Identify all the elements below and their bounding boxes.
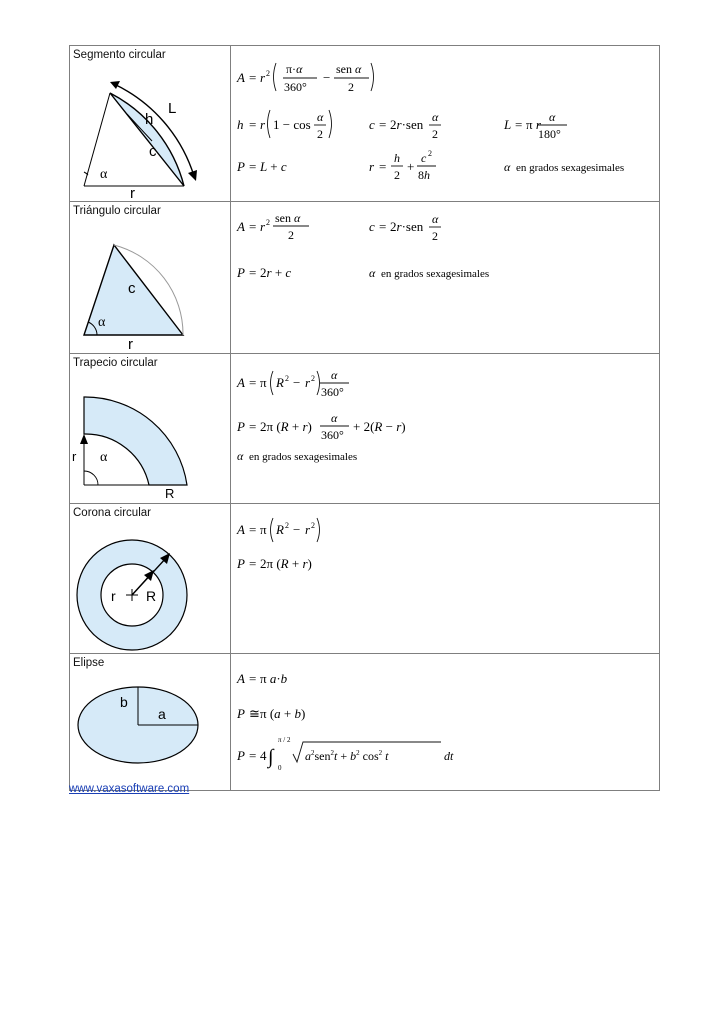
svg-text:P: P	[237, 556, 245, 571]
svg-text:2: 2	[285, 521, 289, 530]
svg-text:=: =	[249, 159, 257, 174]
svg-text:π: π	[260, 522, 267, 537]
svg-text:8h: 8h	[418, 168, 430, 182]
svg-text:360°: 360°	[321, 385, 344, 399]
svg-text:α: α	[432, 110, 439, 124]
label-alpha: α	[100, 450, 108, 465]
svg-text:∫: ∫	[268, 746, 274, 768]
formula-table	[69, 45, 660, 791]
svg-text:=: =	[249, 748, 257, 763]
label-L: L	[168, 100, 177, 117]
svg-text:P: P	[237, 265, 245, 280]
svg-text:+: +	[407, 159, 415, 174]
label-r: r	[72, 449, 77, 464]
svg-text:A: A	[237, 522, 245, 537]
ring-sector-fill	[84, 397, 187, 485]
label-c: c	[128, 280, 136, 297]
svg-text:dt: dt	[444, 749, 454, 763]
figure-cell-elipse	[70, 654, 231, 791]
label-r: r	[128, 336, 133, 351]
svg-text:c: c	[369, 219, 375, 234]
svg-text:α: α	[549, 110, 556, 124]
svg-text:2: 2	[311, 374, 315, 383]
svg-text:180°: 180°	[538, 127, 561, 141]
segment-diagram	[70, 62, 230, 200]
row-trapecio-circular	[70, 354, 660, 504]
svg-text:≅: ≅	[249, 706, 260, 721]
svg-text:=: =	[379, 117, 387, 132]
svg-text:2: 2	[432, 127, 438, 141]
svg-text:π (a + b): π (a + b)	[260, 706, 306, 721]
formula-cell-trapecio	[231, 354, 660, 504]
svg-text:2: 2	[266, 69, 270, 78]
triangle-diagram	[70, 218, 230, 351]
svg-text:r: r	[260, 219, 266, 234]
formulas-elipse	[231, 654, 661, 785]
arrow-head-top	[110, 81, 120, 89]
formulas-corona	[231, 504, 661, 648]
row-corona-circular	[70, 504, 660, 654]
svg-text:α: α	[317, 110, 324, 124]
svg-text:P: P	[237, 748, 245, 763]
svg-text:sen α: sen α	[336, 62, 362, 76]
svg-text:2: 2	[428, 149, 432, 158]
svg-text:α: α	[369, 266, 376, 280]
svg-text:A: A	[237, 671, 245, 686]
svg-text:2r·sen: 2r·sen	[390, 219, 424, 234]
svg-text:r: r	[305, 522, 311, 537]
label-alpha: α	[98, 315, 106, 330]
formulas-segmento	[231, 46, 661, 196]
label-alpha: α	[100, 167, 108, 182]
svg-text:π r: π r	[526, 117, 541, 132]
svg-text:=: =	[249, 419, 257, 434]
svg-text:L: L	[504, 117, 512, 132]
arrow-head-bottom	[188, 170, 197, 181]
section-title-triangulo: Triángulo circular	[73, 205, 161, 217]
svg-text:a2sen2t + b2 cos2 t: $a^2sen^2t + b^2$ $\cos^2 t$	[305, 749, 389, 763]
svg-text:0: 0	[278, 764, 282, 772]
svg-text:π: π	[260, 375, 267, 390]
formula-cell-segmento	[231, 46, 660, 202]
svg-text:2: 2	[288, 228, 294, 242]
svg-text:=: =	[249, 70, 257, 85]
label-b: b	[120, 694, 128, 710]
svg-text:2: 2	[348, 80, 354, 94]
svg-text:π·α: π·α	[286, 62, 303, 76]
section-title-corona: Corona circular	[73, 507, 151, 519]
svg-text:=: =	[249, 219, 257, 234]
formulas-trapecio	[231, 354, 661, 498]
svg-text:α: α	[237, 449, 244, 463]
label-r: r	[130, 185, 135, 200]
svg-text:=: =	[249, 375, 257, 390]
row-elipse	[70, 654, 660, 791]
svg-text:A: A	[237, 375, 245, 390]
svg-text:A: A	[237, 219, 245, 234]
svg-text:=: =	[249, 117, 257, 132]
arrow-head-r	[80, 434, 88, 444]
footer-website-link[interactable]: www.vaxasoftware.com	[69, 783, 190, 795]
svg-text:r: r	[305, 375, 311, 390]
svg-text:2: 2	[394, 168, 400, 182]
svg-text:2r·sen: 2r·sen	[390, 117, 424, 132]
figure-cell-triangulo	[70, 202, 231, 354]
svg-text:π a·b: π a·b	[260, 671, 288, 686]
svg-text:c: c	[421, 151, 427, 165]
svg-text:r: r	[369, 159, 375, 174]
svg-text:2: 2	[311, 521, 315, 530]
svg-text:P: P	[237, 706, 245, 721]
svg-text:+ 2(R − r): + 2(R − r)	[353, 419, 406, 434]
figure-cell-corona	[70, 504, 231, 654]
svg-text:en grados sexagesimales: en grados sexagesimales	[381, 268, 490, 280]
annulus-diagram	[70, 520, 230, 651]
section-title-trapecio: Trapecio circular	[73, 357, 158, 369]
svg-text:R: R	[276, 522, 284, 537]
formula-cell-corona	[231, 504, 660, 654]
svg-text:−: −	[293, 522, 301, 537]
svg-text:R: R	[276, 375, 284, 390]
svg-text:A: A	[237, 70, 245, 85]
svg-text:en grados sexagesimales: en grados sexagesimales	[249, 451, 358, 463]
svg-text:π / 2: π / 2	[278, 736, 291, 744]
svg-text:2: 2	[285, 374, 289, 383]
row-triangulo-circular	[70, 202, 660, 354]
formula-cell-triangulo	[231, 202, 660, 354]
svg-text:h: h	[237, 117, 244, 132]
svg-text:en grados sexagesimales: en grados sexagesimales	[516, 162, 625, 174]
angle-arc	[84, 471, 98, 485]
svg-text:=: =	[379, 159, 387, 174]
svg-text:1 − cos: 1 − cos	[273, 117, 311, 132]
svg-text:−: −	[293, 375, 301, 390]
svg-text:=: =	[249, 522, 257, 537]
formulas-triangulo	[231, 202, 661, 348]
section-title-segmento: Segmento circular	[73, 49, 166, 61]
svg-text:−: −	[323, 70, 331, 85]
svg-text:=: =	[249, 556, 257, 571]
svg-text:=: =	[515, 117, 523, 132]
svg-text:=: =	[249, 265, 257, 280]
label-c: c	[149, 143, 157, 160]
row-segmento-circular	[70, 46, 660, 202]
svg-text:r: r	[260, 117, 266, 132]
svg-text:h: h	[394, 151, 400, 165]
svg-text:L + c: L + c	[260, 159, 287, 174]
svg-text:2π (R + r): 2π (R + r)	[260, 556, 312, 571]
svg-text:4: 4	[260, 748, 267, 763]
svg-text:sen α: sen α	[275, 211, 301, 225]
label-h: h	[145, 111, 154, 128]
trapezoid-diagram	[70, 370, 230, 501]
label-R: R	[146, 588, 157, 604]
svg-text:2π (R + r): 2π (R + r)	[260, 419, 312, 434]
section-title-elipse: Elipse	[73, 657, 105, 669]
svg-text:r: r	[260, 70, 266, 85]
label-r: r	[111, 588, 116, 604]
svg-text:2r + c: 2r + c	[260, 265, 292, 280]
figure-cell-segmento	[70, 46, 231, 202]
label-a: a	[158, 706, 166, 722]
svg-text:2: 2	[266, 218, 270, 227]
label-R: R	[165, 486, 175, 501]
svg-text:P: P	[237, 159, 245, 174]
svg-text:α: α	[331, 411, 338, 425]
svg-text:=: =	[379, 219, 387, 234]
svg-text:c: c	[369, 117, 375, 132]
svg-text:α: α	[432, 212, 439, 226]
svg-text:2: 2	[317, 127, 323, 141]
figure-cell-trapecio	[70, 354, 231, 504]
svg-text:360°: 360°	[284, 80, 307, 94]
formula-cell-elipse	[231, 654, 660, 791]
svg-text:α: α	[331, 368, 338, 382]
svg-text:P: P	[237, 419, 245, 434]
ellipse-diagram	[70, 670, 230, 788]
svg-text:α: α	[504, 160, 511, 174]
svg-text:2: 2	[432, 229, 438, 243]
svg-text:=: =	[249, 671, 257, 686]
svg-text:360°: 360°	[321, 428, 344, 442]
